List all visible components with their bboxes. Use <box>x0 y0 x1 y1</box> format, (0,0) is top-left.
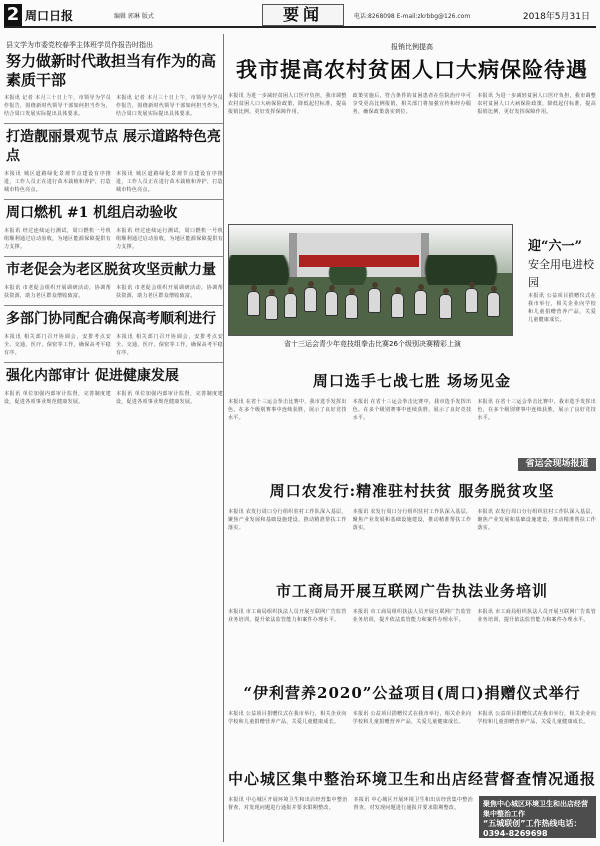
paper-name: 周口日报 <box>25 9 74 23</box>
article-headline: 市老促会为老区脱贫攻坚贡献力量 <box>6 262 216 278</box>
story-body <box>228 508 596 533</box>
body-text: 本报讯 相关部门召开协调会，安排考点安全、交通、医疗、保密等工作，确保高考平稳有序。 <box>116 334 223 356</box>
child-figure <box>325 291 338 316</box>
column-divider <box>4 199 223 200</box>
body-text: 本报讯 经过连续运行测试，周口燃机一号机组顺利通过启动验收，为地区能源保障提供有力支撑。 <box>116 228 223 250</box>
child-figure <box>345 294 358 319</box>
body-text: 本报讯 中心城区开展环境卫生和出店经营集中整治督查，对发现问题进行通报并要求限期整改。 <box>228 797 348 811</box>
headline-part: 强化内部审计 <box>6 368 90 384</box>
body-text: 本报讯 市工商局组织执法人员开展互联网广告监管业务培训，提升依法监管能力和案件办理水平。 <box>352 609 472 623</box>
headline-part: 展示道路特色亮点 <box>6 129 221 164</box>
story-headline: 中心城区集中整治环境卫生和出店经营督查情况通报 <box>228 770 597 788</box>
side-title: 安全用电进校园 <box>528 258 594 289</box>
photo-side-note <box>528 238 596 363</box>
news-story <box>228 582 596 625</box>
body-text: 本报讯 在省十三运会拳击比赛中，我市选手发挥出色，在多个级别赛事中连续获胜，展示了良好竞技水平。 <box>228 399 347 421</box>
news-story <box>228 684 596 727</box>
contact-info: 电话:8268098 E-mail:zkrbbg@126.com <box>354 13 471 20</box>
story-headline: 市工商局开展互联网广告执法业务培训 <box>275 582 548 600</box>
article-headline <box>6 367 223 386</box>
article-body <box>4 390 223 407</box>
article-body <box>4 333 223 358</box>
body-text: 本报讯 为进一步减轻贫困人口医疗负担，我市调整农村贫困人口大病保险政策，降低起付标准，提高报销比例，更好发挥保障作用。 <box>228 93 347 115</box>
child-figure <box>284 293 297 318</box>
article-body <box>4 284 223 301</box>
body-text: 本报讯 市工商局组织执法人员开展互联网广告监管业务培训，提升依法监管能力和案件办理水平。 <box>228 609 347 623</box>
article-headline: 努力做新时代敢担当有作为的高素质干部 <box>6 52 217 89</box>
body-text: 本报讯 单位加强内部审计监督，完善制度建设，促进各项事业规范健康发展。 <box>116 391 223 405</box>
article-body <box>4 94 223 119</box>
body-text: 本报讯 农发行周口分行组织驻村工作队深入基层，聚焦产业发展和基础设施建设，推动精准帮扶工作落实。 <box>477 509 597 531</box>
child-figure <box>414 290 427 315</box>
body-text: 本报讯 记者 本月三十日上午，市领导为学员作报告，围绕新时代领导干部如何担当作为，结合周口发展实际提出具体要求。 <box>4 95 111 117</box>
child-figure <box>265 295 278 320</box>
article-headline: 多部门协同配合确保高考顺利进行 <box>6 311 216 327</box>
story-body <box>228 710 596 727</box>
editor-info: 编辑 郭琳 版式 <box>114 13 154 20</box>
side-text: 本报讯 公益项目捐赠仪式在我市举行，相关企业向学校和儿童捐赠营养产品，关爱儿童健康成长。 <box>528 293 596 323</box>
article-headline: 周口燃机 #1 机组启动验收 <box>6 205 178 221</box>
section-title: 要闻 <box>262 4 344 26</box>
body-text: 本报讯 市老促会组织开展调研活动，协调帮扶资源，助力老区群众增收致富。 <box>116 285 223 299</box>
column-divider <box>4 123 223 124</box>
child-figure <box>439 294 452 319</box>
body-text: 本报讯 记者 本月三十日上午，市领导为学员作报告，围绕新时代领导干部如何担当作为，结合周口发展实际提出具体要求。 <box>116 95 223 117</box>
child-figure <box>247 291 260 316</box>
body-text: 本报讯 在省十三运会拳击比赛中，我市选手发挥出色，在多个级别赛事中连续获胜，展示了良好竞技水平。 <box>352 399 472 421</box>
news-photo <box>228 224 513 336</box>
body-text: 本报讯 为进一步减轻贫困人口医疗负担，我市调整农村贫困人口大病保险政策，降低起付标准，提高报销比例，更好发挥保障作用。 <box>477 93 597 115</box>
body-text: 本报讯 农发行周口分行组织驻村工作队深入基层，聚焦产业发展和基础设施建设，推动精准帮扶工作落实。 <box>228 509 347 531</box>
lead-kicker: 报销比例提高 <box>391 43 433 51</box>
body-text: 本报讯 相关部门召开协调会，安排考点安全、交通、医疗、保密等工作，确保高考平稳有序。 <box>4 334 111 356</box>
story-body <box>228 796 473 813</box>
body-text: 本报讯 单位加强内部审计监督，完善制度建设，促进各项事业规范健康发展。 <box>4 391 111 405</box>
article-body <box>4 227 223 252</box>
body-text: 本报讯 城区道路绿化景观节点建设有序推进，工作人员正在进行苗木栽植和养护，打造城市特色亮点。 <box>116 171 223 193</box>
story-body <box>228 608 596 625</box>
article-headline <box>6 128 223 166</box>
body-text: 本报讯 农发行周口分行组织驻村工作队深入基层，聚焦产业发展和基础设施建设，推动精准帮扶工作落实。 <box>352 509 472 531</box>
column-divider <box>4 305 223 306</box>
hotline-notice <box>479 796 596 838</box>
publication-date: 2018年5月31日 <box>522 12 590 22</box>
report-label: 省运会现场报道 <box>518 458 596 471</box>
side-title: 迎“六一” <box>528 239 582 254</box>
column-divider <box>4 256 223 257</box>
lead-body <box>228 92 596 117</box>
child-figure <box>391 293 404 318</box>
article-body <box>4 170 223 195</box>
headline-part: 促进健康发展 <box>94 368 179 384</box>
body-text: 本报讯 经过连续运行测试，周口燃机一号机组顺利通过启动验收，为地区能源保障提供有力支撑。 <box>4 228 111 250</box>
headline-part: 打造靓丽景观节点 <box>6 129 118 145</box>
left-column <box>4 34 224 842</box>
notice-phone: “五城联创”工作热线电话：0394-8269698 <box>483 819 582 838</box>
child-figure <box>368 288 381 313</box>
right-column <box>228 34 596 842</box>
news-story <box>228 482 596 533</box>
photo-banner <box>299 255 419 267</box>
lead-headline: 我市提高农村贫困人口大病保险待遇 <box>236 57 588 82</box>
body-text: 本报讯 市老促会组织开展调研活动，协调帮扶资源，助力老区群众增收致富。 <box>4 285 111 299</box>
story-headline: 周口农发行:精准驻村扶贫 服务脱贫攻坚 <box>269 482 555 500</box>
story-body <box>228 398 596 423</box>
body-text: 本报讯 公益项目捐赠仪式在我市举行，相关企业向学校和儿童捐赠营养产品，关爱儿童健康成长。 <box>352 711 472 725</box>
body-text: 本报讯 在省十三运会拳击比赛中，我市选手发挥出色，在多个级别赛事中连续获胜，展示了良好竞技水平。 <box>477 399 597 421</box>
notice-line: 聚焦中心城区环境卫生和出店经营集中整治工作 <box>483 800 588 818</box>
news-story <box>228 372 596 423</box>
child-figure <box>487 292 500 317</box>
masthead <box>4 4 596 28</box>
body-text: 政策实施后，符合条件的贫困患者在住院治疗中可享受更高比例报销，相关部门将加强宣传和经办服务，确保政策落实到位。 <box>352 93 472 115</box>
body-text: 本报讯 中心城区开展环境卫生和出店经营集中整治督查，对发现问题进行通报并要求限期整改。 <box>353 797 473 811</box>
child-figure <box>465 288 478 313</box>
body-text: 本报讯 城区道路绿化景观节点建设有序推进，工作人员正在进行苗木栽植和养护，打造城市特色亮点。 <box>4 171 111 193</box>
body-text: 本报讯 公益项目捐赠仪式在我市举行，相关企业向学校和儿童捐赠营养产品，关爱儿童健康成长。 <box>477 711 597 725</box>
page-number: 2 <box>4 4 22 26</box>
article-kicker: 县文学为市委党校春季主体班学员作报告时指出 <box>6 41 153 49</box>
body-text: 本报讯 市工商局组织执法人员开展互联网广告监管业务培训，提升依法监管能力和案件办理水平。 <box>477 609 597 623</box>
story-headline: 周口选手七战七胜 场场见金 <box>312 372 512 390</box>
child-figure <box>304 287 317 312</box>
story-headline: “伊利营养2020”公益项目(周口)捐赠仪式举行 <box>243 684 581 702</box>
photo-caption: 省十三运会青少年竞技组拳击比赛26个级别决赛精彩上演 <box>284 340 461 348</box>
body-text: 本报讯 公益项目捐赠仪式在我市举行，相关企业向学校和儿童捐赠营养产品，关爱儿童健康成长。 <box>228 711 347 725</box>
column-divider <box>4 362 223 363</box>
